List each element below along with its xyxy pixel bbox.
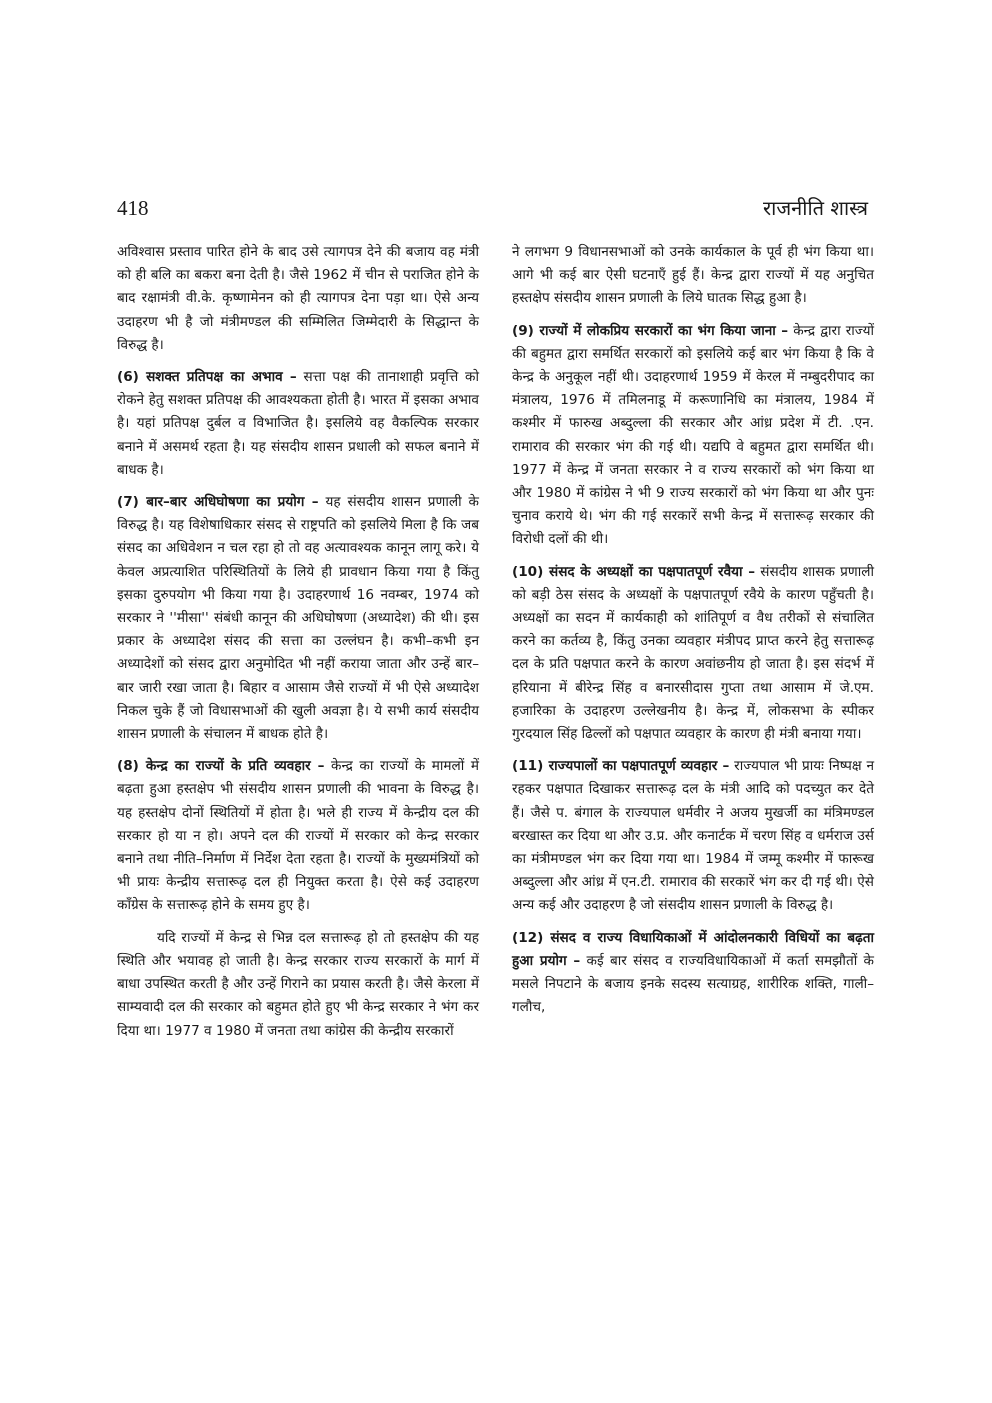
paragraph-text: यदि राज्यों में केन्द्र से भिन्न दल सत्तारूढ़ हो तो हस्तक्षेप की यह स्थिति और भयावह हो जाती है। केन्द्र सरकार राज्य सरकारों के मार्ग में बाधा उपस्थित करती है और उन्हें गिराने का प्रयास करती है। जैसे केरला में साम्यवादी दल की सरकार को बहुमत होते हुए भी केन्द्र सरकार ने भंग कर दिया था। 1977 व 1980 में जनता तथा कांग्रेस की केन्द्रीय सरकारों	[117, 929, 479, 1039]
paragraph-text: केन्द्र का राज्यों के मामलों में बढ़ता हुआ हस्तक्षेप भी संसदीय शासन प्रणाली की भावना के विरुद्ध है। यह हस्तक्षेप दोनों स्थितियों में होता है। भले ही राज्य में केन्द्रीय दल की सरकार हो या न हो। अपने दल की राज्यों में सरकार को केन्द्र सरकार बनाने तथा नीति–निर्माण में निर्देश देता रहता है। राज्यों के मुख्यमंत्रियों को भी प्रायः केन्द्रीय सत्तारूढ़ दल ही नियुक्त करता है। ऐसे कई उदाहरण कॉंग्रेस के सत्तारूढ़ होने के समय हुए है।	[117, 758, 479, 914]
paragraph-text: राज्यपाल भी प्रायः निष्पक्ष न रहकर पक्षपात दिखाकर सत्तारूढ़ दल के मंत्री आदि को पदच्युत कर देते हैं। जैसे प. बंगाल के राज्यपाल धर्मवीर ने अजय मुखर्जी का मंत्रिमण्डल बरखास्त कर दिया था और उ.प्र. और कनार्टक में चरण सिंह व धर्मराज उर्स का मंत्रीमण्डल भंग कर दिया गया था। 1984 में जम्मू कश्मीर में फारूख अब्दुल्ला और आंध्र में एन.टी. रामाराव की सरकारें भंग कर दी गई थी। ऐसे अन्य कई और उदाहरण है जो संसदीय शासन प्रणाली के विरुद्ध है।	[512, 758, 874, 914]
paragraph-text: संसदीय शासक प्रणाली को बड़ी ठेस संसद के अध्यक्षों के पक्षपातपूर्ण रवैये के कारण पहुँचती है। अध्यक्षों का सदन में कार्यकाही को शांतिपूर्ण व वैध तरीकों से संचालित करने का कर्तव्य है, किंतु उनका व्यवहार मंत्रीपद प्राप्त करने हेतु सत्तारूढ़ दल के प्रति पक्षपात करने के कारण अवांछनीय हो जाता है। इस संदर्भ में हरियाना में बीरेन्द्र सिंह व बनारसीदास गुप्ता तथा आसाम में जे.एम. हजारिका के उदाहरण उल्लेखनीय है। केन्द्र में, लोकसभा के स्पीकर गुरदयाल सिंह ढिल्लों को पक्षपात व्यवहार के कारण ही मंत्री बनाया गया।	[512, 563, 874, 743]
paragraph	[117, 241, 479, 357]
paragraph	[512, 755, 874, 917]
section-heading: (7) बार–बार अधिघोषणा का प्रयोग –	[117, 494, 319, 511]
paragraph	[512, 561, 874, 747]
paragraph	[512, 927, 874, 1020]
paragraph	[117, 491, 479, 746]
section-heading: (12) संसद व राज्य विधायिकाओं में आंदोलनकारी विधियों का बढ़ता हुआ प्रयोग –	[512, 929, 874, 969]
section-heading: (10) संसद के अध्यक्षों का पक्षपातपूर्ण रवैया –	[512, 563, 755, 580]
paragraph-text: यह संसदीय शासन प्रणाली के विरुद्ध है। यह विशेषाधिकार संसद से राष्ट्रपति को इसलिये मिला है कि जब संसद का अधिवेशन न चल रहा हो तो वह अत्यावश्यक कानून लागू करे। ये केवल अप्रत्याशित परिस्थितियों के लिये ही प्रावधान किया गया है किंतु इसका दुरुपयोग भी किया गया है। उदाहरणार्थ 16 नवम्बर, 1974 को सरकार ने ''मीसा'' संबंधी कानून की अधिघोषणा (अध्यादेश) की थी। इस प्रकार के अध्यादेश संसद की सत्ता का उल्लंघन है। कभी–कभी इन अध्यादेशों को संसद द्वारा अनुमोदित भी नहीं कराया जाता और उन्हें बार–बार जारी रखा जाता है। बिहार व आसाम जैसे राज्यों में भी ऐसे अध्यादेश निकल चुके हैं जो विधासभाओं की खुली अवज्ञा है। ये सभी कार्य संसदीय शासन प्रणाली के संचालन में बाधक होते है।	[117, 494, 479, 743]
section-heading: (9) राज्यों में लोकप्रिय सरकारों का भंग किया जाना –	[512, 322, 789, 339]
paragraph-text: ने लगभग 9 विधानसभाओं को उनके कार्यकाल के पूर्व ही भंग किया था। आगे भी कई बार ऐसी घटनाएँ हुई हैं। केन्द्र द्वारा राज्यों में यह अनुचित हस्तक्षेप संसदीय शासन प्रणाली के लिये घातक सिद्ध हुआ है।	[512, 244, 874, 307]
left-column	[117, 241, 479, 1052]
paragraph	[117, 366, 479, 482]
paragraph-text: सत्ता पक्ष की तानाशाही प्रवृत्ति को रोकने हेतु सशक्त प्रतिपक्ष की आवश्यकता होती है। भारत में इसका अभाव है। यहां प्रतिपक्ष दुर्बल व विभाजित है। इसलिये वह वैकल्पिक सरकार बनाने में असमर्थ रहता है। यह संसदीय शासन प्रधाली को सफल बनाने में बाधक है।	[117, 369, 480, 478]
right-column	[512, 241, 874, 1029]
paragraph	[117, 755, 479, 917]
running-title: राजनीति शास्त्र	[762, 196, 868, 220]
paragraph-text: केन्द्र द्वारा राज्यों की बहुमत द्वारा समर्थित सरकारों को इसलिये कई बार भंग किया है कि वे केन्द्र के अनुकूल नहीं थी। उदाहरणार्थ 1959 में केरल में नम्बुदरीपाद का मंत्रालय, 1976 में तमिलनाडू में करूणानिधि का मंत्रालय, 1984 में कश्मीर में फारुख अब्दुल्ला की सरकार और आंध्र प्रदेश में टी. .एन. रामाराव की सरकार भंग की गई थी। यद्यपि वे बहुमत द्वारा समर्थित थी। 1977 में केन्द्र में जनता सरकार ने व राज्य सरकारों को भंग किया था और 1980 में कांग्रेस ने भी 9 राज्य सरकारों को भंग किया था और पुनः चुनाव कराये थे। भंग की गई सरकारें सभी केन्द्र में सत्तारूढ़ सरकार की विरोधी दलों की थी।	[512, 322, 874, 548]
paragraph-text: अविश्वास प्रस्ताव पारित होने के बाद उसे त्यागपत्र देने की बजाय वह मंत्री को ही बलि का बकरा बना देती है। जैसे 1962 में चीन से पराजित होने के बाद रक्षामंत्री वी.के. कृष्णामेनन को ही त्यागपत्र देना पड़ा था। ऐसे अन्य उदाहरण भी है जो मंत्रीमण्डल की सम्मिलित जिम्मेदारी के सिद्धान्त के विरुद्ध है।	[117, 244, 479, 353]
paragraph	[117, 927, 479, 1043]
page-number: 418	[117, 196, 149, 220]
section-heading: (11) राज्यपालों का पक्षपातपूर्ण व्यवहार –	[512, 758, 730, 775]
paragraph	[512, 320, 874, 552]
paragraph-text: कई बार संसद व राज्यविधायिकाओं में कर्ता समझौतों के मसले निपटाने के बजाय इनके सदस्य सत्याग्रह, शारीरिक शक्ति, गाली–गलौच,	[512, 952, 874, 1016]
section-heading: (8) केन्द्र का राज्यों के प्रति व्यवहार –	[117, 758, 325, 775]
paragraph	[512, 241, 874, 311]
section-heading: (6) सशक्त प्रतिपक्ष का अभाव –	[117, 369, 297, 386]
